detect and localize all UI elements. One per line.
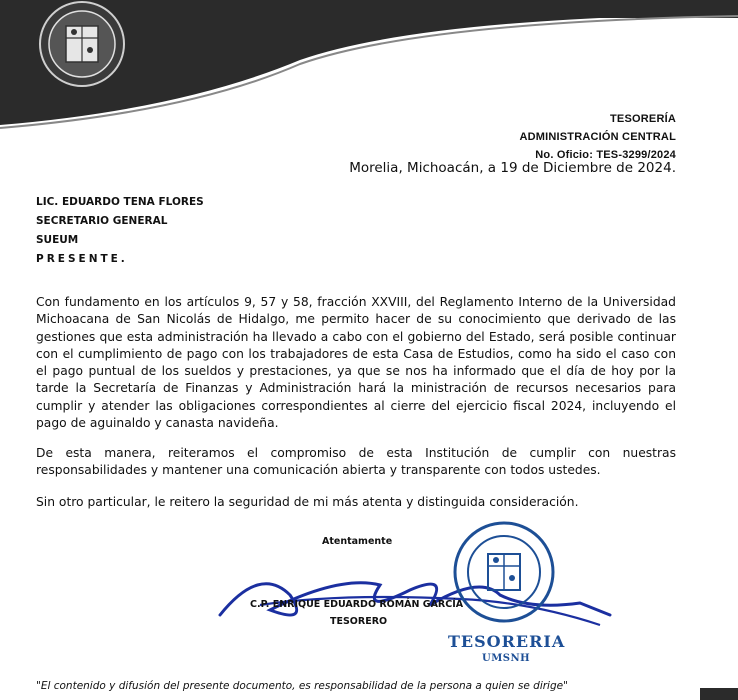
body-paragraph-3: Sin otro particular, le reitero la seguridad de mi más atenta y distinguida consideración.	[36, 495, 579, 509]
footer-mark	[700, 688, 738, 700]
stamp-subtitle: UMSNH	[482, 653, 531, 664]
handwritten-signature	[200, 555, 620, 635]
addressee-title: SECRETARIO GENERAL	[36, 215, 168, 227]
office-number: No. Oficio: TES-3299/2024	[535, 149, 676, 161]
stamp-title: TESORERIA	[448, 632, 566, 651]
addressee-block	[36, 193, 204, 269]
umsnh-crest-icon	[36, 0, 128, 92]
addressee-org: SUEUM	[36, 234, 79, 246]
signer-role: TESORERO	[330, 616, 388, 627]
closing-text: Atentamente	[322, 536, 393, 547]
office-block	[519, 110, 676, 164]
body-paragraph-2: De esta manera, reiteramos el compromiso de esta Institución de cumplir con nuestras responsabilidades y mantener una comunicación abierta y transparente con todos ustedes.	[36, 446, 676, 478]
tesoreria-seal	[452, 520, 556, 624]
addressee-salutation: PRESENTE.	[36, 253, 128, 265]
footer-disclaimer: "El contenido y difusión del presente documento, es responsabilidad de la persona a quien se dirige"	[36, 680, 568, 692]
office-department: ADMINISTRACIÓN CENTRAL	[519, 131, 676, 143]
office-name: TESORERÍA	[610, 113, 676, 125]
body-paragraph-1: Con fundamento en los artículos 9, 57 y 58, fracción XXVIII, del Reglamento Interno de la Universidad Michoacana de San Nicolás de Hidalgo, me permito hacer de su conocimiento que derivado de las gestiones que esta administración ha llevado a cabo con el gobierno del Estado, será posible continuar con el cumplimiento de pago con los trabajadores de esta Casa de Estudios, como ha sido el caso con el pago puntual de los sueldos y prestaciones, ya que se nos ha informado que el día de hoy por la tarde la Secretaría de Finanzas y Administración hará la ministración de recursos necesarios para cumplir y atender las obligaciones correspondientes al cierre del ejercicio fiscal 2024, incluyendo el pago de aguinaldo y canasta navideña.	[36, 295, 676, 431]
addressee-name: LIC. EDUARDO TENA FLORES	[36, 196, 204, 208]
signer-name: C.P. ENRIQUE EDUARDO ROMÁN GARCÍA	[250, 599, 464, 610]
document-date: Morelia, Michoacán, a 19 de Diciembre de 2024.	[349, 160, 676, 176]
